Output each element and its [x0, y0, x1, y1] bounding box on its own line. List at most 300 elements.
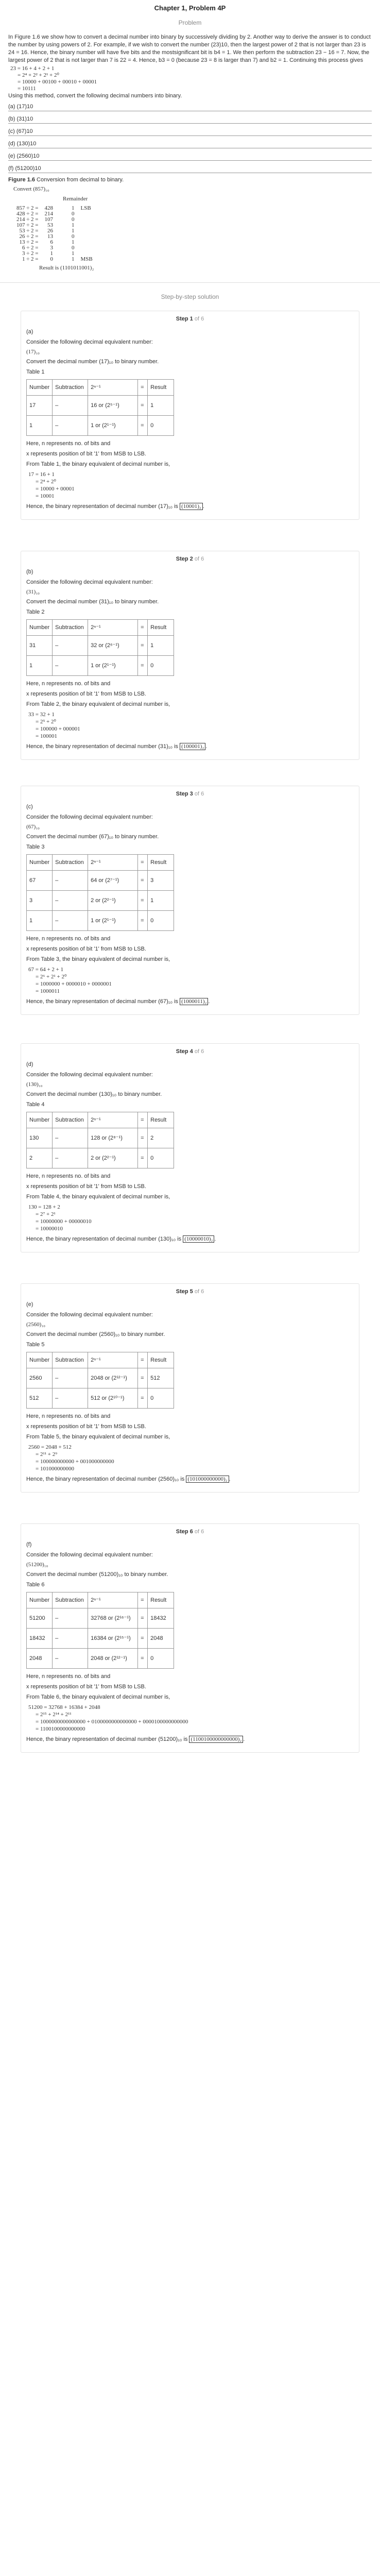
table-cell: 3 — [148, 871, 174, 891]
calc-block — [28, 711, 354, 740]
table-header-row — [27, 855, 174, 871]
conversion-cell: 428 — [44, 205, 53, 211]
table-row — [27, 656, 174, 676]
math-line: = 10000 + 00100 + 00010 + 00001 — [18, 79, 97, 85]
calc-line: = 1100100000000000 — [36, 1726, 85, 1732]
x-rep-text: x represents position of bit '1' from MSB to LSB. — [26, 1684, 146, 1690]
col-number: Number — [27, 380, 53, 396]
calc-block — [28, 471, 354, 500]
table-cell: = — [138, 656, 148, 676]
conversion-cell: 107 — [44, 216, 53, 223]
table-cell: 0 — [148, 1649, 174, 1669]
conversion-cell: 214 — [44, 211, 53, 217]
col-subtraction: Subtraction — [53, 855, 88, 871]
step-title — [26, 315, 354, 323]
table-cell: 2 — [27, 1148, 53, 1168]
col-result: Result — [148, 380, 174, 396]
table-header-row — [27, 380, 174, 396]
table-row — [27, 1649, 174, 1669]
conclusion: Hence, the binary representation of decimal number (67)₁₀ is (1000011)₂ . — [26, 998, 210, 1005]
from-table-text: From Table 5, the binary equivalent of decimal number is, — [26, 1434, 170, 1440]
conversion-cell: 1 — [50, 250, 53, 257]
col-result: Result — [148, 1592, 174, 1608]
answer-box: (1100100000000000)₂ — [189, 1736, 243, 1743]
part-label: (e) — [26, 1301, 33, 1308]
table-cell: 67 — [27, 871, 53, 891]
table-cell: 16 or (2⁵⁻¹) — [88, 396, 138, 416]
calc-block — [28, 1704, 354, 1733]
x-rep-text: x represents position of bit '1' from MSB to LSB. — [26, 1423, 146, 1430]
conversion-cell: 0 — [72, 233, 75, 240]
table-cell: 18432 — [148, 1608, 174, 1629]
table-cell: 2 or (2²⁻¹) — [88, 1148, 138, 1168]
consider-text: Consider the following decimal equivalent number: — [26, 1072, 153, 1078]
math-line: = 10111 — [18, 86, 36, 92]
calc-line: = 1000011 — [36, 988, 60, 994]
table-row — [27, 1368, 174, 1388]
step-count: of 6 — [194, 1529, 204, 1535]
calc-line: 2560 = 2048 + 512 — [28, 1444, 72, 1450]
col-number: Number — [27, 620, 53, 636]
conversion-cell — [78, 228, 96, 234]
col-number: Number — [27, 1352, 53, 1368]
table-cell: – — [53, 1368, 88, 1388]
step-label: Step 3 — [176, 791, 193, 797]
conversion-cell: 3 ÷ 2 = — [22, 250, 39, 257]
part-label: (a) — [26, 329, 33, 335]
col-eq: = — [138, 620, 148, 636]
conversion-cell: 1 — [72, 239, 75, 245]
math-line: 23 = 16 + 4 + 2 + 1 — [10, 65, 55, 72]
col-result: Result — [148, 855, 174, 871]
table-row — [27, 1148, 174, 1168]
conversion-cell: 26 — [47, 228, 53, 234]
part-label: (b) — [26, 569, 33, 575]
table-label: Table 5 — [26, 1342, 45, 1348]
power-table — [26, 379, 174, 436]
step-label: Step 5 — [176, 1289, 193, 1295]
answer-line[interactable] — [8, 114, 372, 124]
convert-text: Convert the decimal number (31)₁₀ to binary number. — [26, 599, 159, 605]
conversion-cell: 13 — [47, 233, 53, 240]
calc-line: = 10001 — [36, 493, 55, 499]
conversion-cell: 53 ÷ 2 = — [19, 228, 39, 234]
figure-text: Conversion from decimal to binary. — [37, 177, 124, 183]
table-cell: = — [138, 871, 148, 891]
table-cell: = — [138, 1608, 148, 1629]
convert-text: Convert the decimal number (67)₁₀ to binary number. — [26, 834, 159, 840]
table-cell: – — [53, 1629, 88, 1649]
calc-line: = 10000 + 00001 — [36, 486, 75, 492]
header — [0, 0, 380, 26]
conversion-cell: 6 ÷ 2 = — [22, 245, 39, 251]
table-header-row — [27, 1352, 174, 1368]
conversion-cell: MSB — [80, 256, 93, 262]
from-table-text: From Table 6, the binary equivalent of decimal number is, — [26, 1694, 170, 1700]
math-line: = 2⁴ + 2² + 2¹ + 2⁰ — [18, 72, 59, 78]
conversion-cell: 1 — [72, 228, 75, 234]
x-rep-text: x represents position of bit '1' from MSB to LSB. — [26, 1183, 146, 1190]
answer-box: (101000000000)₂ — [186, 1476, 229, 1483]
conversion-cell — [78, 234, 96, 240]
convert-text: Convert the decimal number (51200)₁₀ to binary number. — [26, 1571, 168, 1578]
conversion-cell: 26 ÷ 2 = — [19, 233, 39, 240]
col-subtraction: Subtraction — [53, 620, 88, 636]
col-power: 2ⁿ⁻¹ — [88, 380, 138, 396]
table-cell: 18432 — [27, 1629, 53, 1649]
conversion-cell: LSB — [80, 205, 91, 211]
conversion-cell — [78, 223, 96, 228]
table-label: Table 2 — [26, 609, 45, 615]
problem-instruction: Using this method, convert the following decimal numbers into binary. — [8, 93, 182, 99]
power-table — [26, 1112, 174, 1168]
table-cell: – — [53, 1128, 88, 1148]
table-cell: 2560 — [27, 1368, 53, 1388]
x-rep-text: x represents position of bit '1' from MSB to LSB. — [26, 691, 146, 697]
table-label: Table 6 — [26, 1582, 45, 1588]
table-cell: – — [53, 871, 88, 891]
from-table-text: From Table 4, the binary equivalent of decimal number is, — [26, 1194, 170, 1200]
table-cell: 0 — [148, 656, 174, 676]
step-card — [21, 1043, 359, 1252]
step-count: of 6 — [194, 556, 204, 562]
calc-line: = 2⁶ + 2¹ + 2⁰ — [36, 974, 67, 980]
table-cell: – — [53, 416, 88, 436]
table-cell: = — [138, 911, 148, 931]
from-table-text: From Table 3, the binary equivalent of decimal number is, — [26, 956, 170, 962]
table-cell: 128 or (2⁸⁻¹) — [88, 1128, 138, 1148]
figure-caption — [8, 176, 372, 184]
answer-box: (100001)₂ — [180, 743, 205, 750]
conclusion: Hence, the binary representation of decimal number (17)₁₀ is (10001)₂ . — [26, 503, 204, 510]
convert-text: Convert the decimal number (17)₁₀ to binary number. — [26, 359, 159, 365]
conclusion: Hence, the binary representation of decimal number (130)₁₀ is (10000010)₂ . — [26, 1236, 216, 1242]
table-cell: = — [138, 1388, 148, 1409]
solution-heading: Step-by-step solution — [161, 293, 219, 300]
table-cell: – — [53, 656, 88, 676]
table-cell: 0 — [148, 911, 174, 931]
table-row — [27, 636, 174, 656]
table-cell: 32768 or (2¹⁶⁻¹) — [88, 1608, 138, 1629]
col-power: 2ⁿ⁻¹ — [88, 855, 138, 871]
part-label: (b) (31)10 — [8, 116, 33, 122]
conversion-cell: 107 ÷ 2 = — [16, 222, 39, 228]
power-table — [26, 619, 174, 676]
step-card — [21, 311, 359, 520]
table-cell: – — [53, 891, 88, 911]
conversion-cell: 0 — [50, 256, 53, 262]
step-label: Step 2 — [176, 556, 193, 562]
step-count: of 6 — [194, 316, 204, 322]
col-subtraction: Subtraction — [53, 380, 88, 396]
step-card — [21, 1283, 359, 1493]
page-title: Chapter 1, Problem 4P — [154, 4, 226, 12]
step-title — [26, 1288, 354, 1296]
convert-text: Convert the decimal number (2560)₁₀ to binary number. — [26, 1331, 165, 1337]
power-table — [26, 854, 174, 931]
calc-line: 17 = 16 + 1 — [28, 471, 55, 478]
table-row — [27, 871, 174, 891]
consider-text: Consider the following decimal equivalent number: — [26, 1312, 153, 1318]
table-cell: 1 — [148, 396, 174, 416]
calc-line: = 2⁷ + 2¹ — [36, 1211, 56, 1217]
col-number: Number — [27, 855, 53, 871]
answer-line[interactable] — [8, 102, 372, 111]
conversion-cell: 13 ÷ 2 = — [19, 239, 39, 245]
consider-text: Consider the following decimal equivalent number: — [26, 1552, 153, 1558]
here-n-text: Here, n represents no. of bits and — [26, 440, 111, 447]
step-card — [21, 551, 359, 760]
step-title — [26, 555, 354, 563]
col-eq: = — [138, 855, 148, 871]
conversion-cell — [78, 245, 96, 251]
calc-line: = 2¹¹ + 2⁹ — [36, 1451, 58, 1458]
col-power: 2ⁿ⁻¹ — [88, 1592, 138, 1608]
table-cell: 64 or (2⁷⁻¹) — [88, 871, 138, 891]
table-cell: 3 — [27, 891, 53, 911]
answer-line[interactable] — [8, 151, 372, 161]
col-result: Result — [148, 1112, 174, 1128]
decimal-number: (17)₁₀ — [26, 349, 40, 355]
col-subtraction: Subtraction — [53, 1592, 88, 1608]
table-cell: 512 or (2¹⁰⁻¹) — [88, 1388, 138, 1409]
step-label: Step 4 — [176, 1048, 193, 1055]
answer-box: (10001)₂ — [180, 503, 203, 510]
table-cell: 2048 or (2¹²⁻¹) — [88, 1649, 138, 1669]
table-cell: = — [138, 891, 148, 911]
table-cell: 51200 — [27, 1608, 53, 1629]
table-cell: – — [53, 1649, 88, 1669]
hence-text: Hence, the binary representation of decimal number (17)₁₀ is — [26, 503, 179, 510]
table-cell: 32 or (2⁶⁻¹) — [88, 636, 138, 656]
steps-container — [0, 311, 380, 1753]
conversion-cell: 214 ÷ 2 = — [16, 216, 39, 223]
table-cell: = — [138, 396, 148, 416]
table-cell: 512 — [27, 1388, 53, 1409]
table-cell: = — [138, 1148, 148, 1168]
conversion-cell: 0 — [72, 245, 75, 251]
decimal-number: (51200)₁₀ — [26, 1562, 48, 1568]
calc-line: 130 = 128 + 2 — [28, 1204, 60, 1210]
part-label: (d) — [26, 1061, 33, 1067]
x-rep-text: x represents position of bit '1' from MSB to LSB. — [26, 946, 146, 952]
table-cell: 2048 — [27, 1649, 53, 1669]
table-cell: 2048 or (2¹²⁻¹) — [88, 1368, 138, 1388]
table-row — [27, 911, 174, 931]
table-cell: 2 or (2²⁻¹) — [88, 891, 138, 911]
table-cell: = — [138, 1629, 148, 1649]
table-cell: – — [53, 636, 88, 656]
from-table-text: From Table 2, the binary equivalent of decimal number is, — [26, 701, 170, 707]
conversion-row — [13, 257, 96, 262]
decimal-number: (31)₁₀ — [26, 589, 40, 595]
hence-text: Hence, the binary representation of decimal number (2560)₁₀ is — [26, 1476, 185, 1482]
col-eq: = — [138, 1592, 148, 1608]
calc-line: = 10000000 + 00000010 — [36, 1218, 92, 1225]
part-label: (f) — [26, 1541, 32, 1548]
step-card — [21, 786, 359, 1015]
table-header-row — [27, 620, 174, 636]
step-title — [26, 1048, 354, 1056]
hence-text: Hence, the binary representation of decimal number (51200)₁₀ is — [26, 1736, 188, 1742]
col-number: Number — [27, 1592, 53, 1608]
table-header-row — [27, 1592, 174, 1608]
part-label: (d) (130)10 — [8, 141, 37, 147]
table-cell: 0 — [148, 1388, 174, 1409]
hence-text: Hence, the binary representation of decimal number (67)₁₀ is — [26, 998, 179, 1005]
col-eq: = — [138, 1352, 148, 1368]
here-n-text: Here, n represents no. of bits and — [26, 1413, 111, 1419]
table-cell: 0 — [148, 416, 174, 436]
calc-line: = 101000000000 — [36, 1466, 74, 1472]
table-cell: 1 or (2¹⁻¹) — [88, 911, 138, 931]
table-cell: 1 — [27, 416, 53, 436]
calc-line: 33 = 32 + 1 — [28, 711, 55, 718]
conversion-cell: 1 — [72, 222, 75, 228]
table-cell: 130 — [27, 1128, 53, 1148]
conversion-cell: 1 — [72, 205, 75, 211]
calc-block — [28, 1204, 354, 1232]
answer-line[interactable] — [8, 164, 372, 173]
problem-math — [8, 65, 372, 92]
conversion-cell: 1 ÷ 2 = — [22, 256, 39, 262]
divider — [0, 282, 380, 283]
conversion-cell: 0 — [72, 211, 75, 217]
table-row — [27, 1629, 174, 1649]
col-eq: = — [138, 380, 148, 396]
problem-heading: Problem — [178, 19, 202, 26]
table-cell: 1 — [148, 636, 174, 656]
problem-intro: In Figure 1.6 we show how to convert a decimal number into binary by successively dividing by 2. Another way to derive the answer is to conduct the number by using powers of 2. For example, if we wish to convert the number (23)10, then the largest power of 2 that is not larger than 23 is 24 = 16. Hence, the binary number will have five bits and the mostsignificant bit is b4 = 1. We then perform the subtraction 23 − 16 = 7. Now, the largest power of 2 that is not larger than 7 is 22 = 4. Hence, b3 = 0 (because 23 = 8 is larger than 7) and b2 = 1. Continuing this process gives — [8, 34, 371, 63]
here-n-text: Here, n represents no. of bits and — [26, 681, 111, 687]
calc-line: 51200 = 32768 + 16384 + 2048 — [28, 1704, 100, 1710]
power-table — [26, 1592, 174, 1669]
table-row — [27, 1608, 174, 1629]
table-cell: 2 — [148, 1128, 174, 1148]
calc-line: = 100000 + 000001 — [36, 726, 80, 732]
conversion-cell: 53 — [47, 222, 53, 228]
consider-text: Consider the following decimal equivalent number: — [26, 339, 153, 345]
conversion-cell — [78, 240, 96, 245]
here-n-text: Here, n represents no. of bits and — [26, 1173, 111, 1179]
table-header-row — [27, 1112, 174, 1128]
table-row — [27, 1388, 174, 1409]
col-eq: = — [138, 1112, 148, 1128]
conversion-cell: 428 ÷ 2 = — [16, 211, 39, 217]
calc-block — [28, 1444, 354, 1472]
conclusion: Hence, the binary representation of decimal number (2560)₁₀ is (101000000000)₂ . — [26, 1476, 231, 1482]
table-row — [27, 891, 174, 911]
calc-line: = 100000000000 + 001000000000 — [36, 1459, 114, 1465]
step-count: of 6 — [194, 1289, 204, 1295]
decimal-number: (130)₁₀ — [26, 1081, 43, 1088]
conclusion: Hence, the binary representation of decimal number (31)₁₀ is (100001)₂ . — [26, 743, 208, 750]
consider-text: Consider the following decimal equivalent number: — [26, 814, 153, 820]
conversion-result: Result is (1101011001)₂ — [39, 265, 94, 271]
step-title — [26, 1528, 354, 1536]
calc-line: = 2¹⁵ + 2¹⁴ + 2¹¹ — [36, 1711, 72, 1718]
table-cell: 1 or (2¹⁻¹) — [88, 416, 138, 436]
table-cell: 1 — [148, 891, 174, 911]
answer-line[interactable] — [8, 139, 372, 148]
step-title — [26, 790, 354, 798]
conversion-cell: 857 ÷ 2 = — [16, 205, 39, 211]
table-cell: = — [138, 1128, 148, 1148]
conclusion: Hence, the binary representation of decimal number (51200)₁₀ is (1100100000000000)₂ . — [26, 1736, 245, 1742]
col-result: Result — [148, 1352, 174, 1368]
step-label: Step 6 — [176, 1529, 193, 1535]
from-table-text: From Table 1, the binary equivalent of decimal number is, — [26, 461, 170, 467]
step-count: of 6 — [194, 1048, 204, 1055]
x-rep-text: x represents position of bit '1' from MSB to LSB. — [26, 451, 146, 457]
answer-lines — [8, 102, 372, 173]
conversion-cell: 3 — [50, 245, 53, 251]
table-cell: 0 — [148, 1148, 174, 1168]
table-cell: – — [53, 396, 88, 416]
conversion-cell — [78, 211, 96, 217]
hence-text: Hence, the binary representation of decimal number (130)₁₀ is — [26, 1236, 182, 1242]
calc-line: = 2⁵ + 2⁰ — [36, 719, 56, 725]
table-cell: = — [138, 1649, 148, 1669]
calc-line: = 2⁴ + 2⁰ — [36, 479, 56, 485]
col-power: 2ⁿ⁻¹ — [88, 1112, 138, 1128]
conversion-cell: 1 — [72, 256, 75, 262]
table-cell: – — [53, 1388, 88, 1409]
table-cell: 1 — [27, 656, 53, 676]
part-label: (c) (67)10 — [8, 128, 33, 134]
decimal-number: (2560)₁₀ — [26, 1321, 45, 1328]
conversion-cell: 1 — [72, 250, 75, 257]
calc-line: 67 = 64 + 2 + 1 — [28, 967, 64, 973]
calc-line: = 100001 — [36, 733, 57, 739]
conversion-cell: 6 — [50, 239, 53, 245]
table-cell: 17 — [27, 396, 53, 416]
figure-label: Figure 1.6 — [8, 177, 35, 183]
here-n-text: Here, n represents no. of bits and — [26, 936, 111, 942]
answer-line[interactable] — [8, 127, 372, 136]
calc-line: = 1000000000000000 + 0100000000000000 + 0000100000000000 — [36, 1719, 188, 1725]
part-label: (c) — [26, 804, 33, 810]
table-cell: = — [138, 416, 148, 436]
table-row — [27, 416, 174, 436]
convert-label: Convert (857)₁₀ — [13, 186, 49, 192]
col-subtraction: Subtraction — [53, 1112, 88, 1128]
power-table — [26, 1352, 174, 1409]
table-cell: = — [138, 636, 148, 656]
table-cell: – — [53, 1608, 88, 1629]
part-label: (a) (17)10 — [8, 104, 33, 110]
table-cell: – — [53, 911, 88, 931]
table-cell: 1 — [27, 911, 53, 931]
table-cell: 1 or (2¹⁻¹) — [88, 656, 138, 676]
part-label: (e) (2560)10 — [8, 153, 40, 159]
table-row — [27, 1128, 174, 1148]
step-card — [21, 1523, 359, 1753]
here-n-text: Here, n represents no. of bits and — [26, 1673, 111, 1680]
table-cell: 2048 — [148, 1629, 174, 1649]
col-number: Number — [27, 1112, 53, 1128]
step-label: Step 1 — [176, 316, 193, 322]
hence-text: Hence, the binary representation of decimal number (31)₁₀ is — [26, 743, 179, 750]
calc-block — [28, 966, 354, 995]
table-label: Table 3 — [26, 844, 45, 850]
table-label: Table 4 — [26, 1101, 45, 1108]
answer-box: (10000010)₂ — [183, 1235, 214, 1243]
table-cell: = — [138, 1368, 148, 1388]
convert-text: Convert the decimal number (130)₁₀ to binary number. — [26, 1091, 162, 1097]
conversion-cell: 0 — [72, 216, 75, 223]
part-label: (f) (51200)10 — [8, 165, 41, 172]
